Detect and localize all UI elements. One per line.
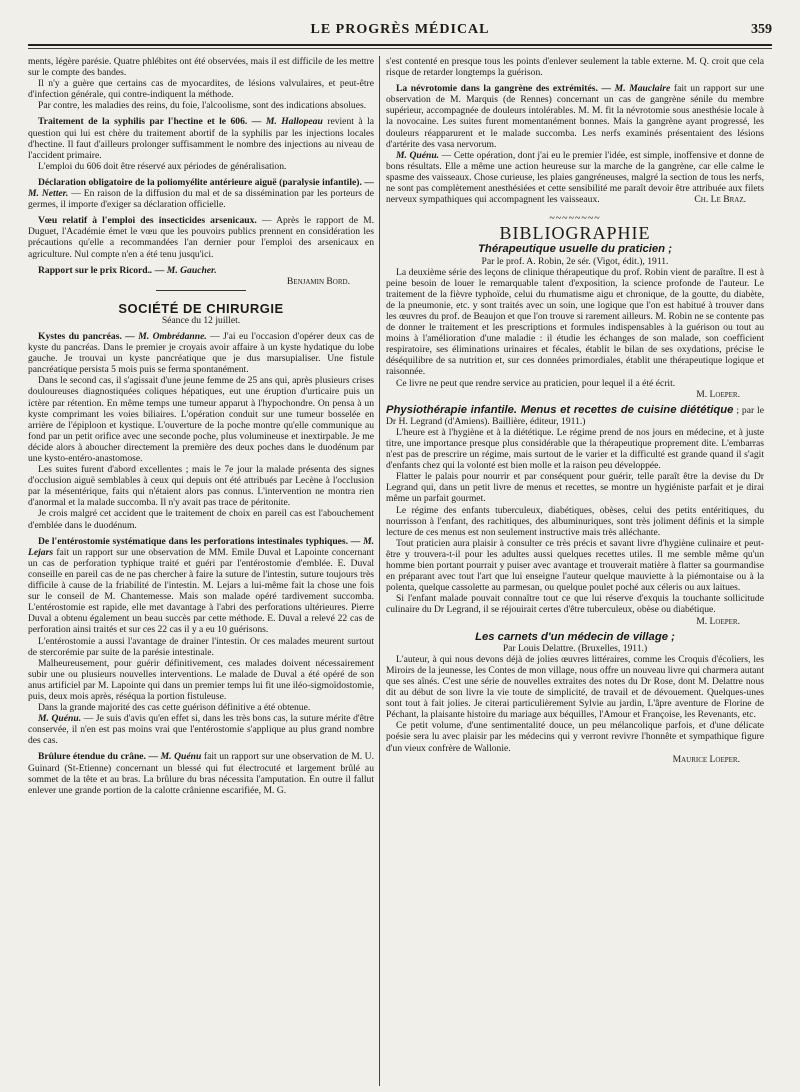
article-title: De l'entérostomie systématique dans les perforations intestinales typhiques. [38, 535, 349, 547]
header-rule [28, 44, 772, 46]
article-title: Rapport sur le prix Ricord. [38, 264, 151, 276]
review-subtitle: Par Louis Delattre. (Bruxelles, 1911.) [502, 642, 648, 654]
article-ricord [28, 265, 374, 276]
article-title: Kystes du pancréas. [38, 330, 122, 342]
article-text: — Cette opération, dont j'ai eu le premier l'idée, est simple, inoffensive et donne de bons résultats. Elle a même une action heureuse sur la marche de la gangrène, car elle calme le spasme des vaisseaux. Chose curieuse, les plaies gangréneuses, malgré la section de tous les nerfs, ne sont pas complètement anesthésiées et cette sensibilité me paraît devoir être attribuée aux filets nerveux sympathiques qui accompagnent les vaisseaux. [386, 149, 764, 206]
article-author: — M. Hallopeau [251, 116, 323, 128]
paragraph: La deuxième série des leçons de clinique thérapeutique du prof. Robin vient de paraître. Il est à peine besoin de louer le remarquable talent d'exposition, la science profonde de l'auteur. Le traitement de la fièvre typhoïde, celui du rhumatisme aigu et chronique, de la goutte, du diabète, de la pneumonie, etc. y sont traités avec un soin, une logique que l'on est habitué à trouver dans les œuvres du prof. de Beaujon et que l'on trouve si rarement ailleurs. M. Robin ne se contente pas de donner le traitement et les prescriptions et formules indispensables à la guérison ou tout au moins à l'amélioration d'une maladie : il étudie les échanges de son malade, son coefficient respiratoire, ses éliminations urinaires et fécales, établit le bilan de ses oxydations, précise le déséquilibre de sa nutrition et, sur ces données primordiales, établit une thérapeutique logique et raisonnée. [386, 266, 764, 378]
article-text: — J'ai eu l'occasion d'opérer deux cas de kyste du pancréas. Dans le premier je croyais avoir affaire à un kyste hydatique du lobe gauche. Je trouvai un kyste pancréatique que je dus marsupialiser. Une fistule pancréatique persista 5 mois puis se ferma spontanément. [28, 330, 374, 376]
article-author: — M. Quénu [148, 751, 202, 763]
article-text: — En raison de la diffusion du mal et de sa dissémination par les porteurs de germes, il importe d'exiger sa déclaration officielle. [28, 188, 374, 211]
column-divider [379, 56, 380, 1086]
paragraph: L'heure est à l'hygiène et à la diététique. Le régime prend de nos jours en médecine, et à juste titre, une importance presque plus considérable que la thérapeutique proprement dite. L'embarras n'est pas de prescrire un régime, mais surtout de le varier et la difficulté est grande quand il s'agit d'enfants chez qui la volonté est bien molle et la raison peu développée. [386, 426, 764, 472]
article-author: — M. Lejars [28, 535, 374, 558]
article-kystes [28, 331, 374, 375]
society-title: SOCIÉTÉ DE CHIRURGIE [118, 300, 284, 316]
right-column [386, 56, 764, 1086]
review-title: Thérapeutique usuelle du praticien ; [478, 243, 672, 256]
paragraph: ments, légère parésie. Quatre phlébites ont été observées, mais il est difficile de les mettre sur le compte des bandes. [28, 56, 374, 79]
paragraph: Dans le second cas, il s'agissait d'une jeune femme de 25 ans qui, après plusieurs crises douloureuses diagnostiquées coliques hépatiques, eut une éruption d'urticaire puis un ictère par rétention. En même temps une tumeur apparut à l'hypochondre. On pensa à un kyste comprimant les voies biliaires. L'opération conduit sur une tumeur bosselée en arrière de l'épiploon et kystique. L'ouverture de la poche montre qu'elle communique au fond par un petit orifice avec une seconde poche, plus volumineuse et inextirpable. Je me décide alors à aboucher directement la première des deux poches dans le duodénum par une kysto-entéro-anastomose. [28, 375, 374, 464]
comment-quenu [386, 150, 764, 205]
left-column [28, 56, 374, 1086]
article-author: — M. Mauclaire [601, 83, 671, 95]
article-poliomyelite [28, 177, 374, 210]
article-author: — M. Ombrédanne. [125, 330, 207, 342]
article-brulure [28, 751, 374, 795]
review-subtitle: ; par le Dr H. Legrand (d'Amiens). Baillière, éditeur, 1911.) [386, 404, 764, 427]
comment-quenu [28, 713, 374, 746]
article-insecticides [28, 215, 374, 259]
review-subtitle: Par le prof. A. Robin, 2e sér. (Vigot, édit.), 1911. [481, 255, 669, 267]
review-title: Physiothérapie infantile. Menus et recettes de cuisine diététique [386, 403, 734, 416]
paragraph: Je crois malgré cet accident que le traitement de choix en pareil cas est l'abouchement d'emblée dans le duodénum. [28, 508, 374, 531]
paragraph: L'entérostomie a aussi l'avantage de drainer l'intestin. Or ces malades meurent surtout de stercorémie par suite de la parésie intestinale. [28, 635, 374, 658]
article-nevrotomie [386, 83, 764, 150]
signature: Benjamin Bord. [286, 275, 350, 287]
article-text: fait un rapport sur une observation de M. Marquis (de Rennes) concernant un cas de gangrène sénile du membre supérieur, accompagnée de douleurs intolérables. M. M. fit la névrotomie sous anesthésie locale à la novocaine. Les suites furent momentanément bonnes. Mais la gangrène ayant progressé, les douleurs réapparurent et le malade succomba. Les nerfs examinés présentaient des lésions d'artérite des vasa nervorum. [386, 83, 764, 150]
article-title: La névrotomie dans la gangrène des extrémités. [396, 83, 598, 95]
article-syphilis [28, 116, 374, 160]
article-title: Brûlure étendue du crâne. [38, 751, 146, 763]
society-date: Séance du 12 juillet. [161, 314, 241, 326]
header-rule-thin [28, 48, 772, 49]
article-text: — Je suis d'avis qu'en effet si, dans les très bons cas, la suture mérite d'être conservée, il n'en est pas moins vrai que l'entérostomie s'applique au plus grand nombre des cas. [28, 713, 374, 747]
article-enterostomie [28, 536, 374, 636]
paragraph: Si l'enfant malade pouvait connaître tout ce que lui réserve d'exquis la touchante sollicitude culinaire du Dr Legrand, il se réjouirait certes d'être tuberculeux, obèse ou diabétique. [386, 593, 764, 616]
signature: M. Loeper. [696, 615, 740, 627]
running-title: LE PROGRÈS MÉDICAL [310, 22, 490, 37]
separator-rule [156, 290, 246, 291]
page-header [28, 22, 772, 44]
paragraph: Il n'y a guère que certains cas de myocardites, de lésions valvulaires, et peut-être d'infection générale, qui contre-indiquent la méthode. [28, 78, 374, 101]
paragraph: L'auteur, à qui nous devons déjà de jolies œuvres littéraires, comme les Croquis d'écoliers, les Miroirs de la jeunesse, les Contes de mon village, nous offre un nouveau livre qui charmera autant que ses aînés. C'est une série de nouvelles extraites des notes du Dr Rose, dont M. Delattre nous dit au début de son livre la vie toute de simplicité, de travail et de dévouement. Quelques-unes sont tout à fait jolies. Je citerai particulièrement Sylvie au jardin, L'âpre aventure de Florine de Péchant, la plaisante histoire du mariage aux béquilles, l'Amour et Françoise, les Revenants, etc. [386, 653, 764, 721]
review-physiotherapie [386, 405, 764, 427]
article-author: — M. Netter. [28, 176, 374, 200]
paragraph: s'est contenté en presque tous les points d'enlever seulement la table externe. M. Q. croit que cela risque de retarder longtemps la guérison. [386, 56, 764, 79]
page-number: 359 [751, 22, 772, 37]
article-text: fait un rapport sur une observation de MM. Emile Duval et Lapointe concernant un cas de perforation typhique traité et guéri par l'entérostomie d'emblée. E. Duval conseille en pareil cas de ne pas chercher à faire la suture de l'intestin, suture toujours très difficile à cause de la friabilité de l'intestin. M. Lejars a lui-même fait la chose une fois sur le conseil de M. Chantemesse. Mais son malade opéré tardivement succomba. L'entérostomie est rapide, elle met davantage à l'abri des perforations ultérieures. Pierre Duval a obtenu également un beau succès par cette méthode. E. Duval a relevé 22 cas de perforation ainsi traités et sur ces 22 cas il y a eu 10 guérisons. [28, 546, 374, 636]
signature: Maurice Loeper. [672, 753, 740, 765]
review-title: Les carnets d'un médecin de village ; [475, 630, 675, 643]
article-title: Vœu relatif à l'emploi des insecticides arsenicaux. [38, 215, 257, 227]
paragraph: L'emploi du 606 doit être réservé aux périodes de généralisation. [38, 160, 287, 172]
paragraph: Le régime des enfants tuberculeux, diabétiques, obèses, celui des petits entéritiques, du nourrisson à l'enfant, des rachitiques, des albuminuriques, sont très joliment définis et la simple lecture de ces menus est non seulement instructive mais très alléchante. [386, 504, 764, 538]
article-title: Déclaration obligatoire de la poliomyélite antérieure aiguë (paralysie infantile). [38, 176, 362, 188]
article-text: — Après le rapport de M. Duguet, l'Académie émet le vœu que les pouvoirs publics prennent en considération les précautions qu'elle a recommandées l'an dernier pour l'emploi des arsenicaux en agriculture. Nul compte n'en a été tenu jusqu'ici. [28, 215, 374, 260]
signature: Ch. Le Braz. [694, 194, 746, 206]
paragraph: Tout praticien aura plaisir à consulter ce très précis et savant livre d'hygiène culinaire et peut-être y trouvera-t-il pour les adultes aussi quelques recettes utiles. Il me semble même qu'un homme bien portant pourrait y puiser avec avantage et trouverait matière à flatter sa gourmandise en préparant avec tout l'art que lui enseigne l'auteur quelque mauviette à la piémontaise ou à la polenta, quelque cassolette au parmesan, ou quelque poulet poché aux céleris ou aux laitues. [386, 537, 764, 594]
paragraph: Les suites furent d'abord excellentes ; mais le 7e jour la malade présenta des signes d'occlusion aiguë semblables à ceux qui depuis ont été attribués par Lecène à l'occlusion par la mésentérique, faits qui n'étaient alors pas connus. L'intervention ne montra rien d'anormal et la malade succomba. Il n'y avait pas trace de péritonite. [28, 464, 374, 509]
signature: M. Loeper. [696, 388, 740, 400]
paragraph: Flatter le palais pour nourrir et par conséquent pour guérir, telle paraît être la devise du Dr Legrand qui, dans un petit livre de menus et recettes, se montre un hygiéniste parfait et je dirai même un parfait gourmet. [386, 471, 764, 505]
paragraph: Dans la grande majorité des cas cette guérison définitive a été obtenue. [38, 702, 311, 714]
article-author: M. Quénu. [396, 149, 440, 161]
article-text: fait un rapport sur une observation de M. U. Guinard (St-Etienne) concernant un blessé qui fut électrocuté et largement brûlé au sommet de la tête et au bras. La brûlure du bras nécessita l'amputation. En outre il fallut enlever une grande portion de la calotte crânienne escarifiée, M. G. [28, 751, 374, 796]
article-author: M. Quénu. [38, 713, 82, 725]
paragraph: Ce livre ne peut que rendre service au praticien, pour lequel il a été écrit. [396, 377, 676, 389]
paragraph: Ce petit volume, d'une sentimentalité douce, un peu mélancolique parfois, et d'une délicate poésie sera lu avec plaisir par les médecins qui y verront revivre l'honnête et sympathique figure d'un vieux confrère de Wallonie. [386, 720, 764, 754]
paragraph: Par contre, les maladies des reins, du foie, l'alcoolisme, sont des indications absolues. [38, 100, 367, 112]
paragraph: Malheureusement, pour guérir définitivement, ces malades doivent nécessairement subir une ou plusieurs nouvelles interventions. Le malade de Duval a été opéré de son anus artificiel par M. Lapointe qui dans un premier temps lui fit une iléo-sigmoïdostomie, puis, deux mois après, réséqua la portion fistuleuse. [28, 657, 374, 702]
article-text: revient à la question qui lui est chère du traitement abortif de la syphilis par les injections locales d'hectine. Il faut d'ailleurs prolonger suffisamment le nombre des injections au niveau de l'accident primaire. [28, 116, 374, 161]
article-title: Traitement de la syphilis par l'hectine et le 606. [38, 116, 248, 128]
article-author: . — M. Gaucher. [150, 264, 217, 276]
bibliography-title: BIBLIOGRAPHIE [499, 223, 651, 244]
ornament-divider: ~~~~~~~~ [549, 213, 601, 225]
